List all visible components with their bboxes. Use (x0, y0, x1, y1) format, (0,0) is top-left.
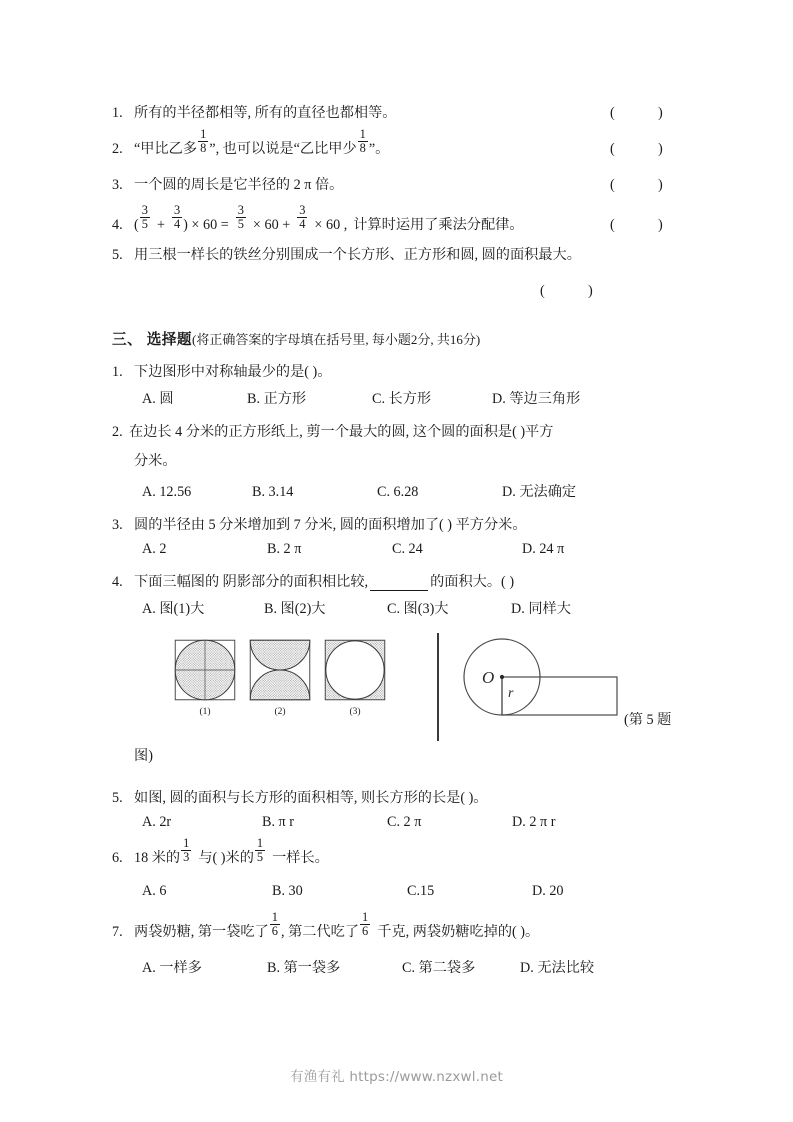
figure-2-caption: (2) (274, 707, 286, 717)
options-q2 (112, 481, 682, 501)
option-d[interactable]: D. 24 π (522, 541, 565, 557)
page-content (112, 92, 682, 990)
item-number: 5. (112, 247, 123, 263)
fraction-one-third (181, 837, 191, 864)
fraction-denominator: 8 (359, 140, 366, 155)
item-text: 一个圆的周长是它半径的 2 π 倍。 (134, 177, 344, 193)
option-a[interactable]: A. 一样多 (142, 960, 202, 977)
watermark: 有渔有礼 https://www.nzxwl.net (290, 1069, 503, 1085)
question-text: 圆的半径由 5 分米增加到 7 分米, 圆的面积增加了( ) 平方分米。 (134, 517, 527, 533)
fraction-numerator: 1 (256, 836, 264, 850)
expr-seg3: ) × 60 = (183, 217, 229, 233)
option-c[interactable]: C. 图(3)大 (387, 601, 449, 617)
section-title: 三、 选择题 (112, 332, 193, 348)
square-with-star-icon (174, 639, 236, 701)
fraction-denominator: 5 (237, 216, 244, 231)
question-number: 4. (112, 574, 123, 590)
section-heading-choice (112, 328, 682, 349)
figure-3-caption: (3) (349, 707, 361, 717)
option-d[interactable]: D. 等边三角形 (492, 391, 581, 407)
question-2-line2: 分米。 (134, 453, 177, 469)
fraction-denominator: 4 (299, 216, 306, 231)
option-c[interactable]: C. 24 (392, 541, 423, 557)
figure-2 (249, 639, 311, 717)
fraction-numerator: 1 (271, 910, 278, 925)
option-b[interactable]: B. 3.14 (252, 484, 294, 500)
fraction-one-sixth (270, 911, 280, 938)
question-number: 2. (112, 424, 123, 440)
option-a[interactable]: A. 图(1)大 (142, 601, 205, 617)
option-b[interactable]: B. 2 π (267, 541, 302, 557)
option-d[interactable]: D. 2 π r (512, 814, 556, 830)
option-a[interactable]: A. 2r (142, 814, 172, 830)
vertical-divider (437, 633, 439, 741)
option-d[interactable]: D. 20 (532, 883, 564, 900)
option-a[interactable]: A. 圆 (142, 391, 174, 407)
question-6 (112, 836, 682, 867)
truefalse-item (112, 200, 682, 240)
question-text-seg3: 一样长。 (272, 850, 329, 867)
fraction-three-quarters (172, 204, 182, 231)
fraction-three-fifths (236, 204, 246, 231)
question-text-pre: 下面三幅图的 阴影部分的面积相比较, (134, 574, 369, 590)
option-b[interactable]: B. 正方形 (247, 391, 307, 407)
expr-seg4: × 60 + (252, 217, 291, 233)
fraction-denominator: 6 (362, 924, 369, 939)
truefalse-item (112, 92, 682, 128)
figure-1 (174, 639, 236, 717)
question-3 (112, 514, 682, 534)
option-c[interactable]: C. 第二袋多 (402, 960, 476, 977)
item-text-seg1: “甲比乙多 (134, 141, 198, 157)
figure-circle-rectangle (462, 637, 642, 738)
expr-seg5: × 60 , (314, 217, 348, 233)
figure-label-line2: 图) (134, 748, 153, 764)
fraction-numerator: 3 (299, 202, 306, 217)
fraction-three-fifths (140, 204, 150, 231)
option-d[interactable]: D. 同样大 (511, 601, 571, 617)
question-number: 5. (112, 790, 123, 806)
item-number: 4. (112, 217, 123, 233)
option-a[interactable]: A. 12.56 (142, 484, 192, 500)
fraction-numerator: 1 (183, 836, 190, 850)
fraction-denominator: 4 (173, 216, 181, 231)
item-number: 3. (112, 177, 123, 193)
options-q5 (112, 814, 682, 831)
fraction-numerator: 1 (200, 126, 207, 141)
truefalse-item (112, 240, 682, 270)
question-text-seg3: 千克, 两袋奶糖吃掉的( )。 (377, 924, 540, 941)
option-c[interactable]: C. 6.28 (377, 484, 419, 500)
question-4 (112, 571, 682, 591)
question-text-seg1: 18 米的 (134, 850, 181, 867)
answer-paren-open: ( (610, 177, 615, 193)
option-d[interactable]: D. 无法比较 (520, 960, 595, 977)
question-text-seg1: 两袋奶糖, 第一袋吃了 (134, 924, 269, 941)
answer-paren-close: ) (658, 177, 663, 193)
truefalse-item-answer-row (112, 270, 682, 306)
question-7 (112, 910, 682, 941)
item-text-seg2: ”, 也可以说是“乙比甲少 (209, 141, 357, 157)
option-b[interactable]: B. π r (262, 814, 294, 830)
truefalse-item (112, 164, 682, 200)
plus-operator: + (156, 217, 165, 233)
fraction-one-sixth (360, 911, 370, 938)
options-q1 (112, 388, 682, 408)
question-number: 7. (112, 924, 123, 941)
options-q6 (112, 883, 682, 900)
question-number: 1. (112, 364, 123, 380)
figure-label-line1: (第 5 题 (624, 712, 672, 728)
truefalse-section (112, 92, 682, 306)
item-text: 用三根一样长的铁丝分别围成一个长方形、正方形和圆, 圆的面积最大。 (134, 247, 581, 263)
question-number: 3. (112, 517, 123, 533)
option-d[interactable]: D. 无法确定 (502, 484, 577, 500)
fraction-denominator: 3 (183, 850, 190, 865)
question-text-seg2: 与( )米的 (198, 850, 254, 867)
truefalse-item (112, 128, 682, 164)
option-b[interactable]: B. 30 (272, 883, 303, 900)
square-with-two-semicircles-icon (249, 639, 311, 701)
item-text-seg3: ”。 (368, 141, 390, 157)
circle-and-rectangle-icon (462, 637, 642, 733)
item-text: 所有的半径都相等, 所有的直径也都相等。 (134, 105, 397, 121)
fraction-numerator: 1 (359, 126, 366, 141)
question-5 (112, 787, 682, 807)
circle-radius-label: r (508, 686, 514, 701)
fraction-numerator: 3 (141, 202, 148, 217)
answer-paren-open: ( (610, 217, 615, 233)
figure-3 (324, 639, 386, 717)
option-b[interactable]: B. 图(2)大 (264, 601, 326, 617)
question-text: 下边图形中对称轴最少的是( )。 (134, 364, 332, 380)
option-c[interactable]: C. 2 π (387, 814, 422, 830)
fraction-denominator: 6 (271, 924, 278, 939)
question-number: 6. (112, 850, 123, 867)
question-1 (112, 361, 682, 381)
question-text-seg2: , 第二代吃了 (281, 924, 360, 941)
answer-paren-close: ) (658, 217, 663, 233)
options-q7 (112, 957, 682, 977)
fraction-one-fifth (255, 837, 265, 864)
fraction-one-eighth (198, 128, 208, 155)
answer-paren-close: ) (658, 141, 663, 157)
answer-paren-close: ) (658, 105, 663, 121)
fraction-numerator: 3 (237, 202, 244, 217)
option-a[interactable]: A. 6 (142, 883, 167, 900)
square-with-inscribed-circle-icon (324, 639, 386, 701)
options-q4 (112, 598, 682, 618)
fraction-denominator: 5 (141, 216, 148, 231)
option-b[interactable]: B. 第一袋多 (267, 960, 341, 977)
answer-paren-open: ( (610, 141, 615, 157)
fraction-three-quarters (297, 204, 307, 231)
item-number: 1. (112, 105, 123, 121)
answer-blank[interactable] (370, 578, 428, 591)
figure-1-caption: (1) (199, 707, 211, 717)
expr-paren-open: ( (134, 217, 139, 233)
question-text-line1: 在边长 4 分米的正方形纸上, 剪一个最大的圆, 这个圆的面积是( )平方 (129, 424, 554, 440)
question-text-post: 的面积大。( ) (430, 574, 515, 590)
option-c[interactable]: C. 长方形 (372, 391, 432, 407)
question-text: 如图, 圆的面积与长方形的面积相等, 则长方形的长是( )。 (134, 790, 488, 806)
options-q3 (112, 541, 682, 558)
item-text: 计算时运用了乘法分配律。 (353, 217, 524, 233)
fraction-one-eighth (358, 128, 368, 155)
fraction-numerator: 3 (173, 202, 181, 217)
question-2 (112, 421, 682, 441)
answer-paren-close: ) (588, 283, 593, 299)
item-number: 2. (112, 141, 123, 157)
option-a[interactable]: A. 2 (142, 541, 167, 557)
section-note: (将正确答案的字母填在括号里, 每小题2分, 共16分) (192, 332, 481, 347)
fraction-denominator: 8 (200, 140, 207, 155)
answer-paren-open: ( (540, 283, 545, 299)
fraction-denominator: 5 (256, 850, 264, 865)
option-c[interactable]: C.15 (407, 883, 435, 900)
figure-strip (112, 631, 682, 743)
circle-center-label: O (482, 668, 495, 687)
fraction-numerator: 1 (362, 910, 369, 925)
answer-paren-open: ( (610, 105, 615, 121)
